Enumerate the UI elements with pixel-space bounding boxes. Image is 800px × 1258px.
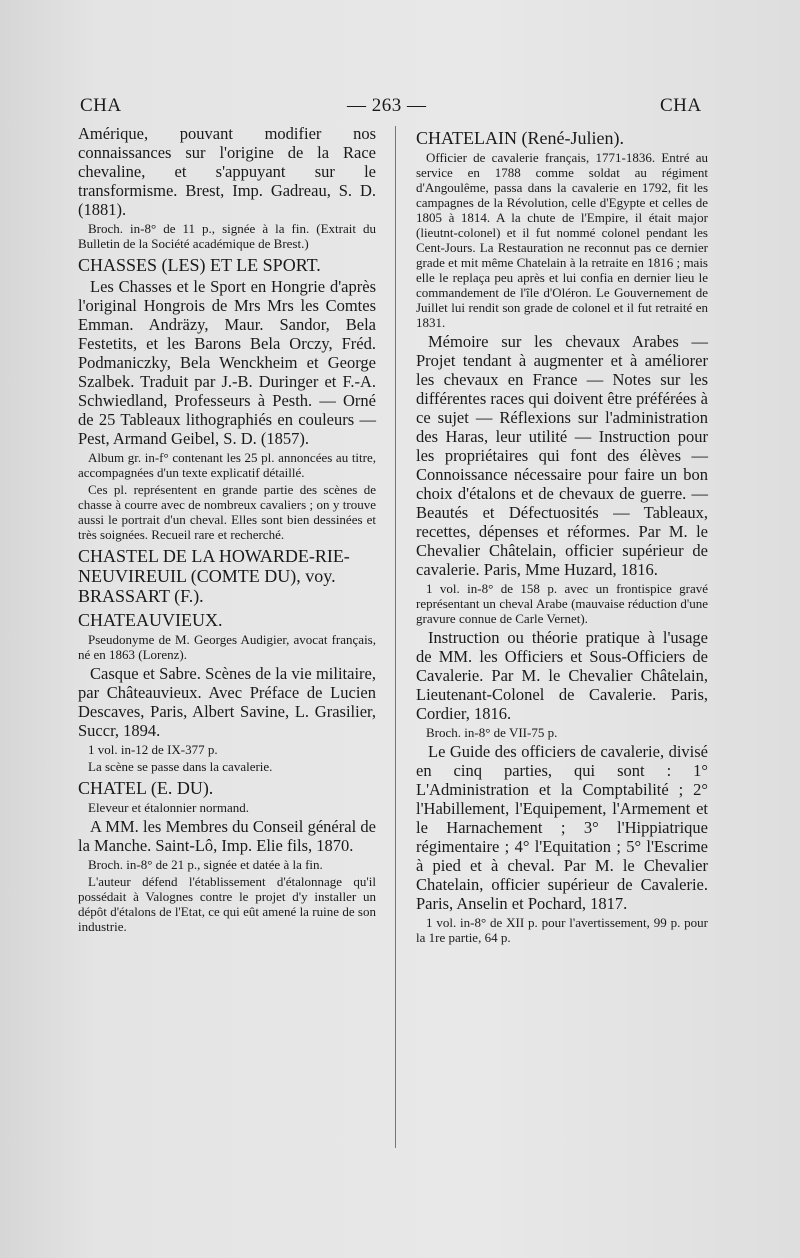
left-column	[78, 124, 376, 936]
entry-note: Ces pl. représentent en grande partie des scènes de chasse à courre avec de nombreux cavaliers ; on y trouve aussi le portrait d'un cheval. Elles sont bien dessinées et très soignées. Recueil rare et recherché.	[78, 482, 376, 542]
entry-note: 1 vol. in-8° de XII p. pour l'avertissement, 99 p. pour la 1re partie, 64 p.	[416, 915, 708, 945]
entry-note: Officier de cavalerie français, 1771-1836. Entré au service en 1788 comme soldat au régiment d'Angoulême, passa dans la cavalerie en 1792, fit les campagnes de la Révolution, celle d'Egypte et celles de 1805 à 1814. A la chute de l'Empire, il était major (lieutnt-colonel) et il fut nommé colonel pendant les Cent-Jours. La Restauration ne reconnut pas ce dernier grade et mit même Chatelain à la retraite en 1816 ; mais elle le replaça peu après et lui confia en dernier lieu le commandement de l'île d'Oléron. Le Gouvernement de Juillet lui rendit son grade de colonel et il fut retraité en 1831.	[416, 150, 708, 330]
entry-note: 1 vol. in-12 de IX-377 p.	[88, 742, 218, 757]
entry-heading: CHASTEL DE LA HOWARDE-RIE-NEUVIREUIL (COMTE DU), voy. BRASSART (F.).	[78, 546, 350, 606]
entry-title-paragraph: Mémoire sur les chevaux Arabes — Projet tendant à augmenter et à améliorer les chevaux en France — Notes sur les différentes races qui doivent être préférées à ce sujet — Réflexions sur l'administration des Haras, leur utilité — Instruction pour les propriétaires qui font des élèves — Connoissance nécessaire pour faire un bon choix d'étalons et de chevaux de guerre. — Beautés et Défectuosités — Tableaux, recettes, dépenses et réformes. Par M. le Chevalier Châtelain, officier supérieur de cavalerie. Paris, Mme Huzard, 1816.	[416, 332, 708, 579]
entry-note: La scène se passe dans la cavalerie.	[88, 759, 273, 774]
entry-title-paragraph: Amérique, pouvant modifier nos connaissances sur l'origine de la Race chevaline, et s'appuyant sur le transformisme. Brest, Imp. Gadreau, S. D. (1881).	[78, 124, 376, 219]
entry-title-paragraph: Les Chasses et le Sport en Hongrie d'après l'original Hongrois de Mrs Mrs les Comtes Emman. Andräzy, Maur. Sandor, Bela Festetits, et les Barons Bela Orczy, Fréd. Podmaniczky, Bela Wenckheim et George Szalbek. Traduit par J.-B. Duringer et F.-A. Schwiedland, Professeurs à Pesth. — Orné de 25 Tableaux lithographiés en couleurs — Pest, Armand Geibel, S. D. (1857).	[78, 277, 376, 448]
running-head-right: CHA	[660, 95, 702, 116]
entry-heading: CHATEAUVIEUX.	[78, 610, 223, 630]
entry-note: L'auteur défend l'établissement d'étalonnage qu'il possédait à Valognes contre le projet d'y installer un dépôt d'étalons de l'Etat, ce qui eût amené la ruine de son industrie.	[78, 874, 376, 934]
entry-title-paragraph: A MM. les Membres du Conseil général de la Manche. Saint-Lô, Imp. Elie fils, 1870.	[78, 817, 376, 855]
entry-note: Broch. in-8° de 21 p., signée et datée à la fin.	[88, 857, 323, 872]
entry-heading: CHATELAIN (René-Julien).	[416, 128, 624, 148]
entry-title-paragraph: Instruction ou théorie pratique à l'usage de MM. les Officiers et Sous-Officiers de Cavalerie. Par M. le Chevalier Châtelain, Lieutenant-Colonel de Cavalerie. Paris, Cordier, 1816.	[416, 628, 708, 723]
page-number: — 263 —	[347, 95, 427, 116]
entry-heading: CHASSES (LES) ET LE SPORT.	[78, 255, 321, 275]
column-divider	[395, 126, 396, 1148]
entry-heading: CHATEL (E. DU).	[78, 778, 214, 798]
entry-note: Broch. in-8° de VII-75 p.	[426, 725, 558, 740]
entry-title-paragraph: Casque et Sabre. Scènes de la vie militaire, par Châteauvieux. Avec Préface de Lucien Descaves, Paris, Albert Savine, L. Grasilier, Succr, 1894.	[78, 664, 376, 740]
running-head-left: CHA	[80, 95, 122, 116]
entry-note: Album gr. in-f° contenant les 25 pl. annoncées au titre, accompagnées d'un texte explicatif détaillé.	[78, 450, 376, 480]
entry-title-paragraph: Le Guide des officiers de cavalerie, divisé en cinq parties, qui sont : 1° L'Administration et la Comptabilité ; 2° l'Habillement, l'Equipement, l'Armement et le Harnachement ; 3° l'Hippiatrique régimentaire ; 4° l'Equitation ; 5° l'Escrime à pied et à cheval. Par M. le Chevalier Chatelain, officier supérieur de Cavalerie. Paris, Anselin et Pochard, 1817.	[416, 742, 708, 913]
entry-note: 1 vol. in-8° de 158 p. avec un frontispice gravé représentant un cheval Arabe (mauvaise réduction d'une gravure connue de Carle Vernet).	[416, 581, 708, 626]
entry-note: Broch. in-8° de 11 p., signée à la fin. (Extrait du Bulletin de la Société académique de Brest.)	[78, 221, 376, 251]
entry-note: Eleveur et étalonnier normand.	[88, 800, 249, 815]
entry-note: Pseudonyme de M. Georges Audigier, avocat français, né en 1863 (Lorenz).	[78, 632, 376, 662]
right-column	[416, 124, 708, 947]
